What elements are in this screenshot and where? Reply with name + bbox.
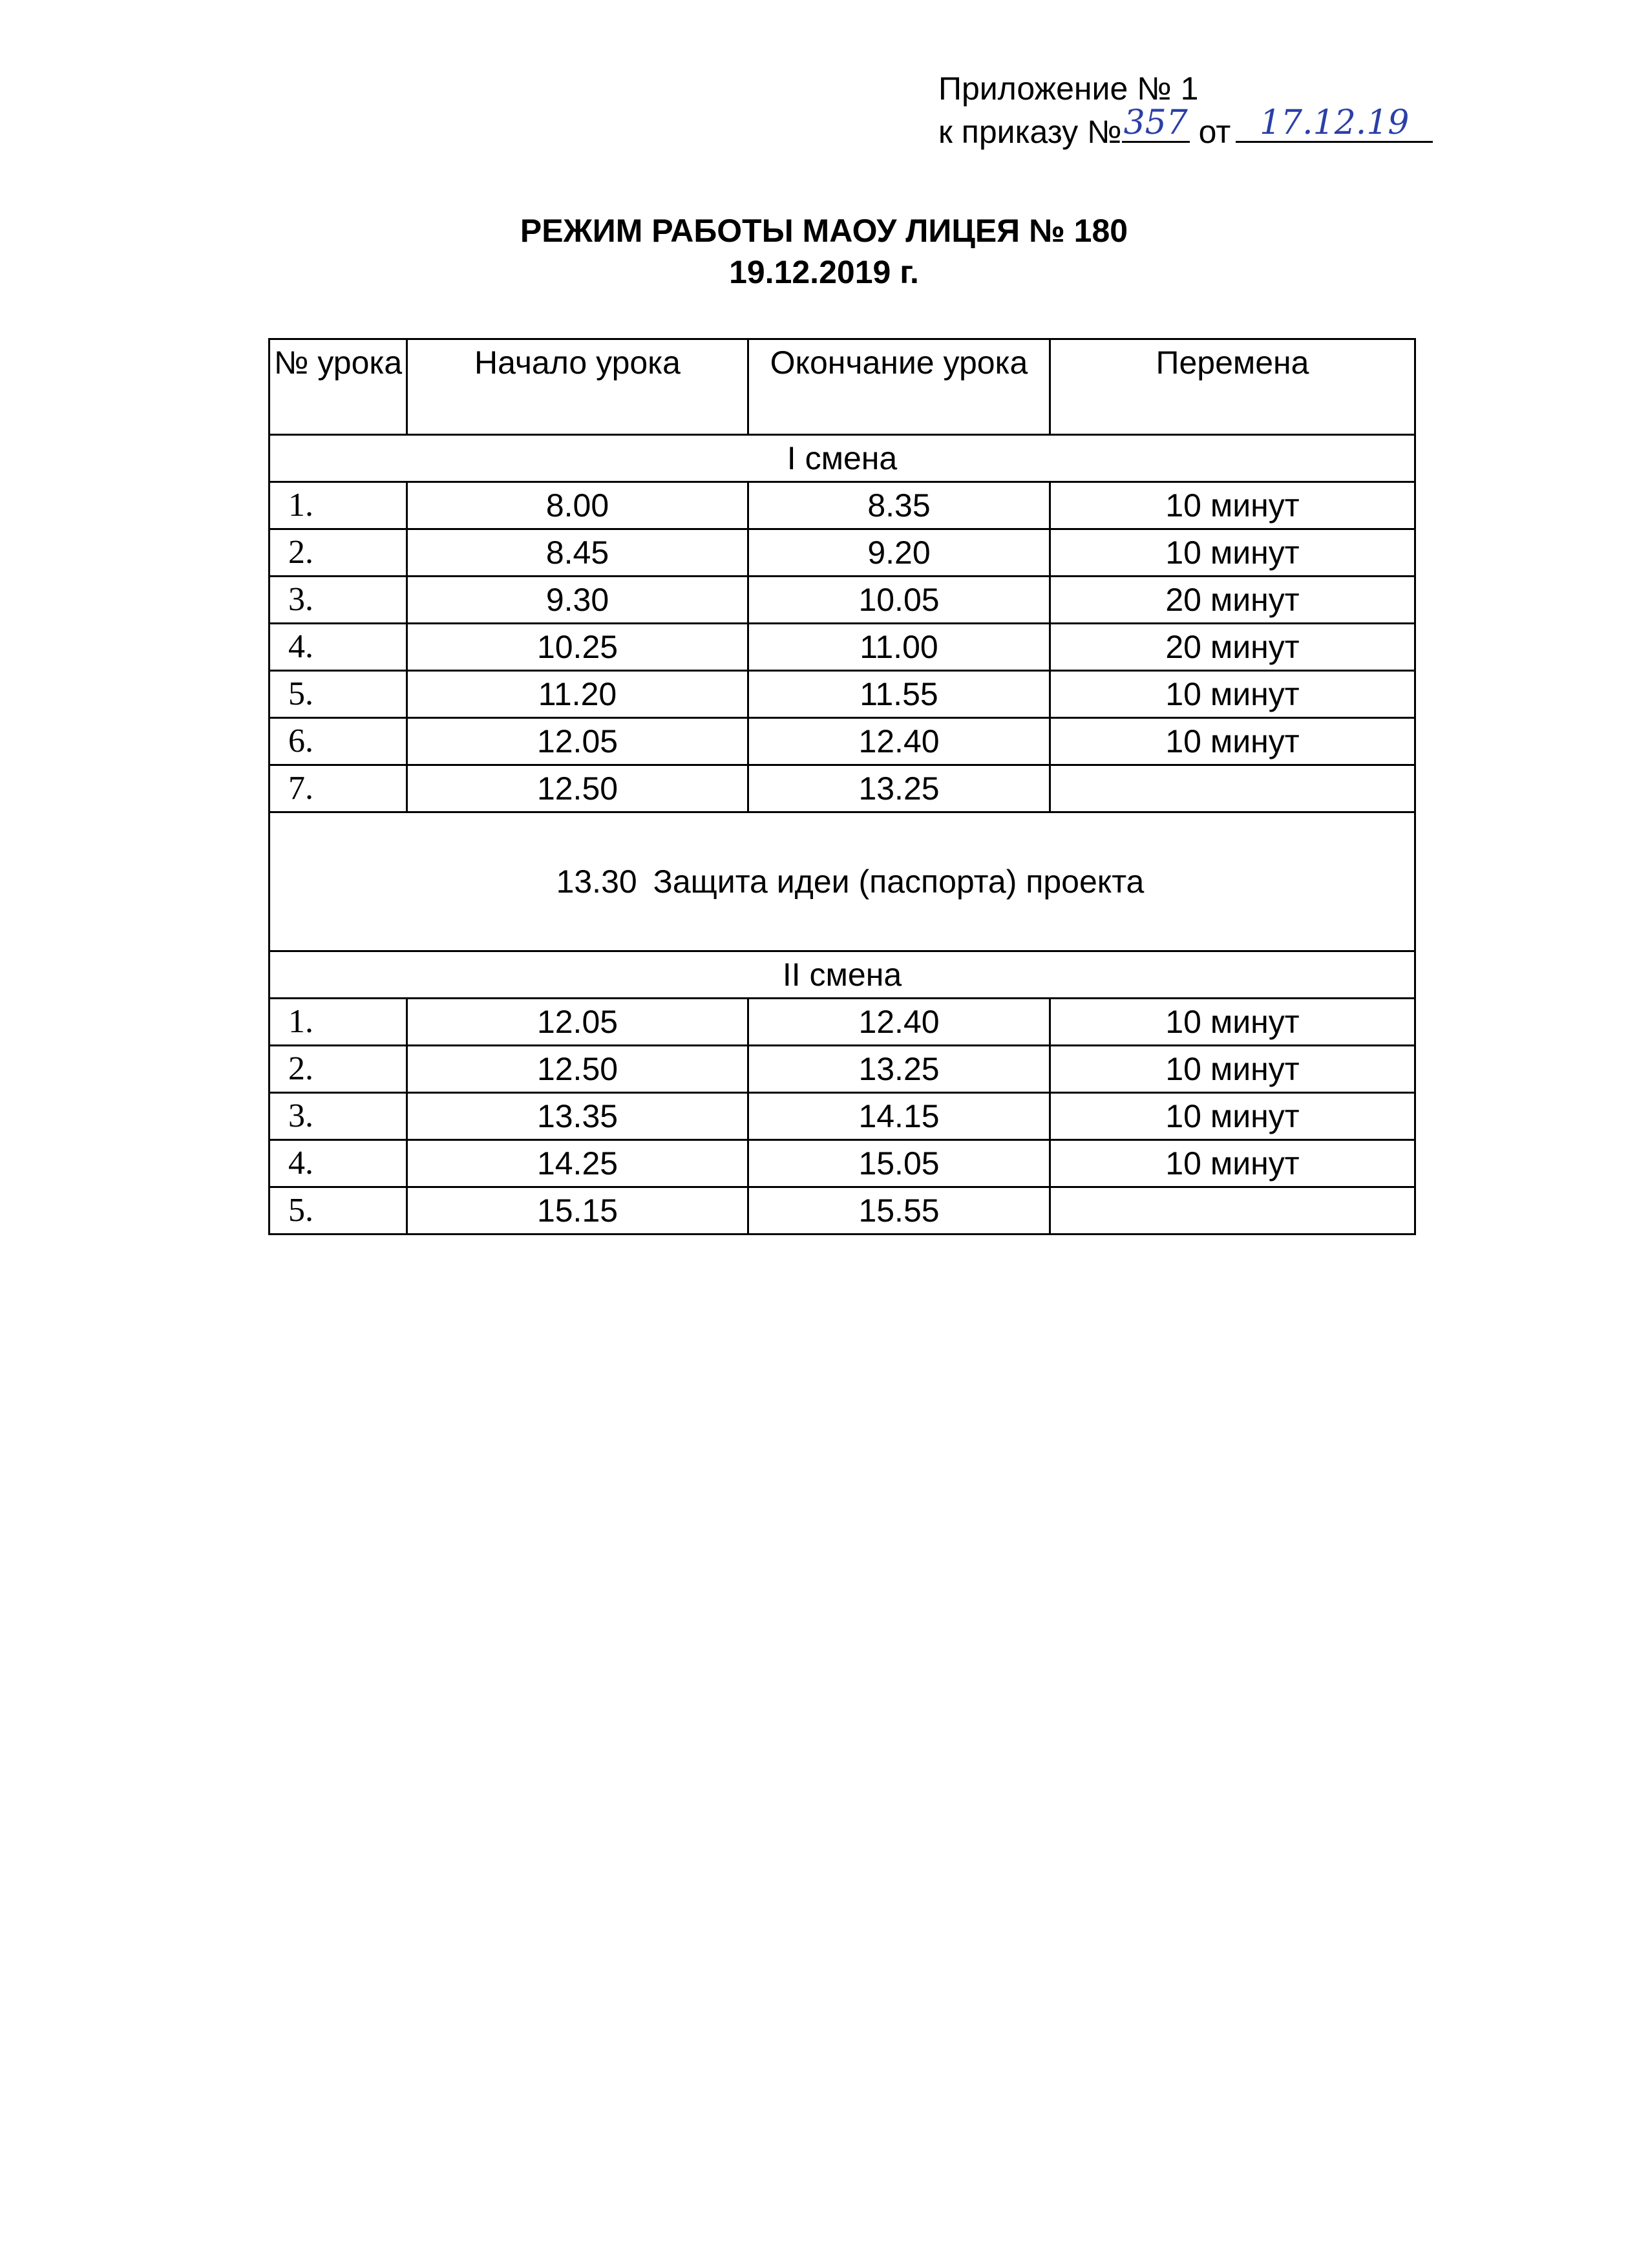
table-header-row <box>269 339 1415 435</box>
break-cell: 10 минут <box>1050 1140 1415 1187</box>
event-time: 13.30 <box>556 864 637 900</box>
start-time-cell: 12.05 <box>407 999 748 1046</box>
order-reference <box>938 103 1433 152</box>
lesson-number-cell: 3. <box>269 577 407 624</box>
lesson-number-cell: 4. <box>269 624 407 671</box>
header-start-time: Начало урока <box>407 339 748 435</box>
document-title: РЕЖИМ РАБОТЫ МАОУ ЛИЦЕЯ № 180 <box>520 213 1128 249</box>
end-time-cell: 14.15 <box>748 1093 1050 1140</box>
appendix-title: Приложение № 1 <box>938 70 1199 107</box>
lesson-number-cell: 4. <box>269 1140 407 1187</box>
start-time-cell: 11.20 <box>407 671 748 718</box>
end-time-cell: 11.55 <box>748 671 1050 718</box>
break-cell: 10 минут <box>1050 718 1415 765</box>
start-time-cell: 9.30 <box>407 577 748 624</box>
break-cell: 10 минут <box>1050 999 1415 1046</box>
end-time-cell: 10.05 <box>748 577 1050 624</box>
break-cell: 20 минут <box>1050 624 1415 671</box>
lesson-number-cell: 7. <box>269 765 407 812</box>
lesson-number-cell: 1. <box>269 482 407 529</box>
order-prefix: к приказу № <box>938 114 1122 150</box>
header-end-time: Окончание урока <box>748 339 1050 435</box>
break-cell <box>1050 1187 1415 1235</box>
shift1-label: I смена <box>269 435 1415 482</box>
start-time-cell: 12.05 <box>407 718 748 765</box>
start-time-cell: 10.25 <box>407 624 748 671</box>
table-row <box>269 718 1415 765</box>
lesson-number-cell: 3. <box>269 1093 407 1140</box>
lesson-number-cell: 6. <box>269 718 407 765</box>
appendix-block <box>938 69 1433 152</box>
table-row <box>269 624 1415 671</box>
start-time-cell: 15.15 <box>407 1187 748 1235</box>
lesson-number-cell: 2. <box>269 1046 407 1093</box>
end-time-cell: 13.25 <box>748 1046 1050 1093</box>
break-cell: 10 минут <box>1050 1046 1415 1093</box>
break-cell: 20 минут <box>1050 577 1415 624</box>
end-time-cell: 12.40 <box>748 718 1050 765</box>
start-time-cell: 12.50 <box>407 1046 748 1093</box>
event-row <box>269 812 1415 951</box>
order-number-field <box>1122 103 1190 143</box>
break-cell: 10 минут <box>1050 529 1415 577</box>
break-cell: 10 минут <box>1050 482 1415 529</box>
end-time-cell: 13.25 <box>748 765 1050 812</box>
end-time-cell: 15.05 <box>748 1140 1050 1187</box>
end-time-cell: 11.00 <box>748 624 1050 671</box>
event-cell <box>269 812 1415 951</box>
start-time-cell: 14.25 <box>407 1140 748 1187</box>
end-time-cell: 8.35 <box>748 482 1050 529</box>
table-row <box>269 765 1415 812</box>
order-number-handwritten: 357 <box>1123 103 1188 142</box>
start-time-cell: 8.45 <box>407 529 748 577</box>
table-row <box>269 999 1415 1046</box>
header-lesson-number: № урока <box>269 339 407 435</box>
lesson-number-cell: 1. <box>269 999 407 1046</box>
start-time-cell: 13.35 <box>407 1093 748 1140</box>
event-text: Защита идеи (паспорта) проекта <box>653 864 1145 900</box>
shift2-header-row <box>269 951 1415 999</box>
start-time-cell: 12.50 <box>407 765 748 812</box>
schedule-table <box>268 338 1416 1235</box>
header-break: Перемена <box>1050 339 1415 435</box>
table-row <box>269 1140 1415 1187</box>
break-cell: 10 минут <box>1050 671 1415 718</box>
table-row <box>269 482 1415 529</box>
shift2-label: II смена <box>269 951 1415 999</box>
table-row <box>269 1187 1415 1235</box>
start-time-cell: 8.00 <box>407 482 748 529</box>
lesson-number-cell: 5. <box>269 671 407 718</box>
table-row <box>269 1046 1415 1093</box>
end-time-cell: 9.20 <box>748 529 1050 577</box>
end-time-cell: 15.55 <box>748 1187 1050 1235</box>
lesson-number-cell: 5. <box>269 1187 407 1235</box>
order-date-field <box>1236 103 1433 143</box>
table-row <box>269 529 1415 577</box>
lesson-number-cell: 2. <box>269 529 407 577</box>
end-time-cell: 12.40 <box>748 999 1050 1046</box>
table-row <box>269 577 1415 624</box>
break-cell: 10 минут <box>1050 1093 1415 1140</box>
shift1-header-row <box>269 435 1415 482</box>
table-row <box>269 671 1415 718</box>
table-row <box>269 1093 1415 1140</box>
document-date: 19.12.2019 г. <box>729 254 919 290</box>
break-cell <box>1050 765 1415 812</box>
order-date-handwritten: 17.12.19 <box>1259 103 1410 142</box>
order-date-prefix: от <box>1198 114 1231 150</box>
